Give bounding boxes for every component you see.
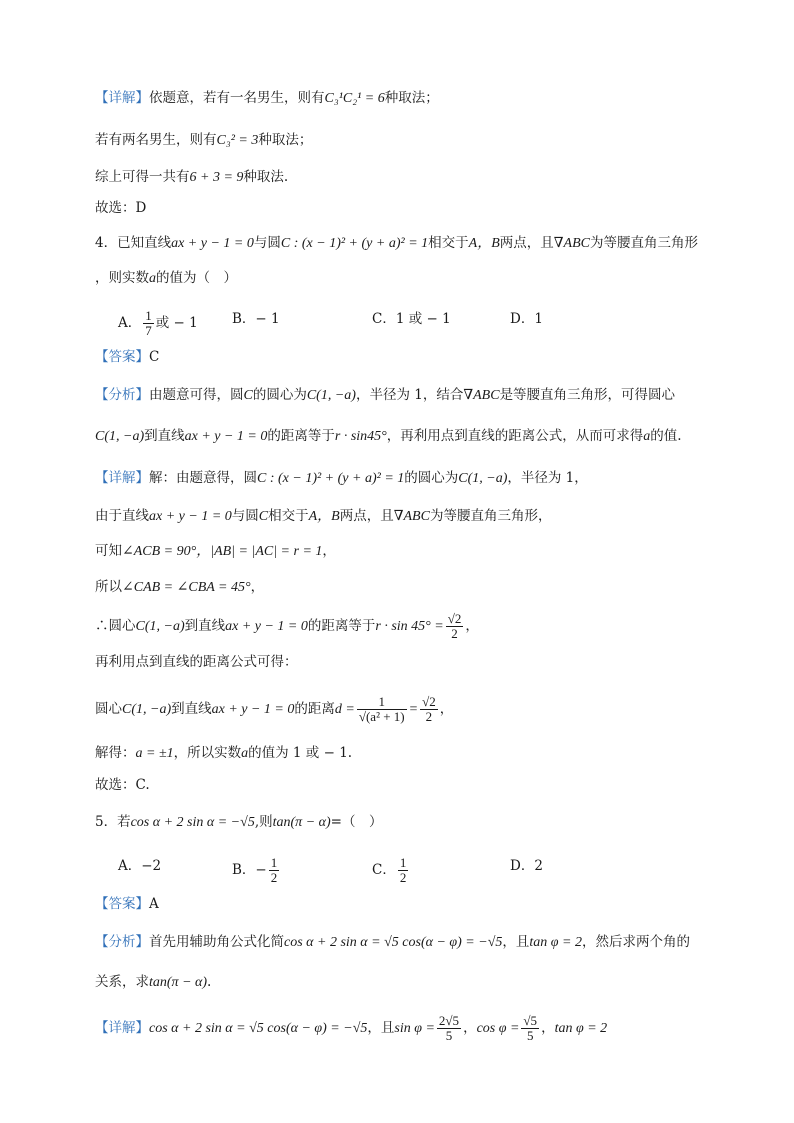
q4-detail-line-5: ∴圆心C(1, −a)到直线ax + y − 1 = 0的距离等于r · sin 45° = $\frac{√2}{2}$ ， [95,611,479,641]
analysis-tag: 【分析】 [95,387,149,403]
q4-option-d: D．1 [510,311,543,327]
q4-stem-line-1: 4．已知直线ax + y − 1 = 0与圆C : (x − 1)² + (y + a)² = 1相交于A，B两点，且∇ABC为等腰直角三角形 [95,235,698,251]
q4-option-c: C．1 或 − 1 [372,311,451,327]
q4-stem-line-2: ，则实数a的值为（ ） [95,270,237,286]
q5-option-b: B．− $\frac{1}{2}$ [232,855,278,885]
detail-tag: 【详解】 [95,1020,149,1036]
answer-tag: 【答案】 [95,349,149,365]
prev-choice: 故选：D [95,200,147,216]
q4-analysis-line-1: 【分析】由题意可得，圆C的圆心为C(1, −a)，半径为 1，结合∇ABC是等腰直角三角形，可得圆心 [95,387,676,403]
detail-tag: 【详解】 [95,90,149,106]
analysis-tag: 【分析】 [95,934,149,950]
q5-option-d: D．2 [510,858,543,874]
q5-answer: 【答案】A [95,896,159,912]
q4-detail-line-2: 由于直线ax + y − 1 = 0与圆C相交于A，B两点，且∇ABC为等腰直角三角形， [95,508,552,524]
q4-analysis-line-2: C(1, −a)到直线ax + y − 1 = 0的距离等于r · sin45°，再利用点到直线的距离公式，从而可求得a的值. [95,428,682,444]
q4-detail-line-4: 所以∠CAB = ∠CBA = 45°， [95,579,265,595]
prev-detail-line-3: 综上可得一共有6 + 3 = 9种取法. [95,169,289,185]
q5-analysis-line-2: 关系，求tan(π − α). [95,974,212,990]
q5-option-a: A．−2 [118,858,162,874]
answer-tag: 【答案】 [95,896,149,912]
q4-option-a: A． $\frac{1}{7}$ 或 − 1 [118,308,198,338]
q5-detail-line-1: 【详解】cos α + 2 sin α = √5 cos(α − φ) = −√5，且sin φ = $\frac{2√5}{5}$ ，cos φ = $\frac{√5}{5}$ ，tan φ = 2 [95,1013,608,1043]
q4-choice: 故选：C. [95,777,150,793]
detail-tag: 【详解】 [95,470,149,486]
q4-detail-line-6: 再利用点到直线的距离公式可得： [95,654,298,670]
prev-detail-line-1: 【详解】依题意，若有一名男生，则有C₃¹C₂¹ = 6种取法； [95,90,439,106]
q4-answer: 【答案】C [95,349,160,365]
prev-detail-line-2: 若有两名男生，则有C₃² = 3种取法； [95,132,313,148]
q5-stem: 5．若cos α + 2 sin α = −√5,则tan(π − α)=（ ） [95,814,383,830]
q4-detail-line-7: 圆心C(1, −a)到直线ax + y − 1 = 0的距离d = $\frac{1}{\text{√(a² + 1)}}$ = $\frac{√2}{2}$ ， [95,694,454,724]
q5-analysis-line-1: 【分析】首先用辅助角公式化简cos α + 2 sin α = √5 cos(α − φ) = −√5，且tan φ = 2，然后求两个角的 [95,934,690,950]
q4-detail-line-3: 可知∠ACB = 90°，|AB| = |AC| = r = 1， [95,543,336,559]
q4-option-b: B．− 1 [232,311,280,327]
q5-option-c: C． $\frac{1}{2}$ [372,855,407,885]
q4-detail-line-8: 解得：a = ±1，所以实数a的值为 1 或 − 1. [95,745,353,761]
q4-detail-line-1: 【详解】解：由题意得，圆C : (x − 1)² + (y + a)² = 1的圆心为C(1, −a)，半径为 1， [95,470,588,486]
